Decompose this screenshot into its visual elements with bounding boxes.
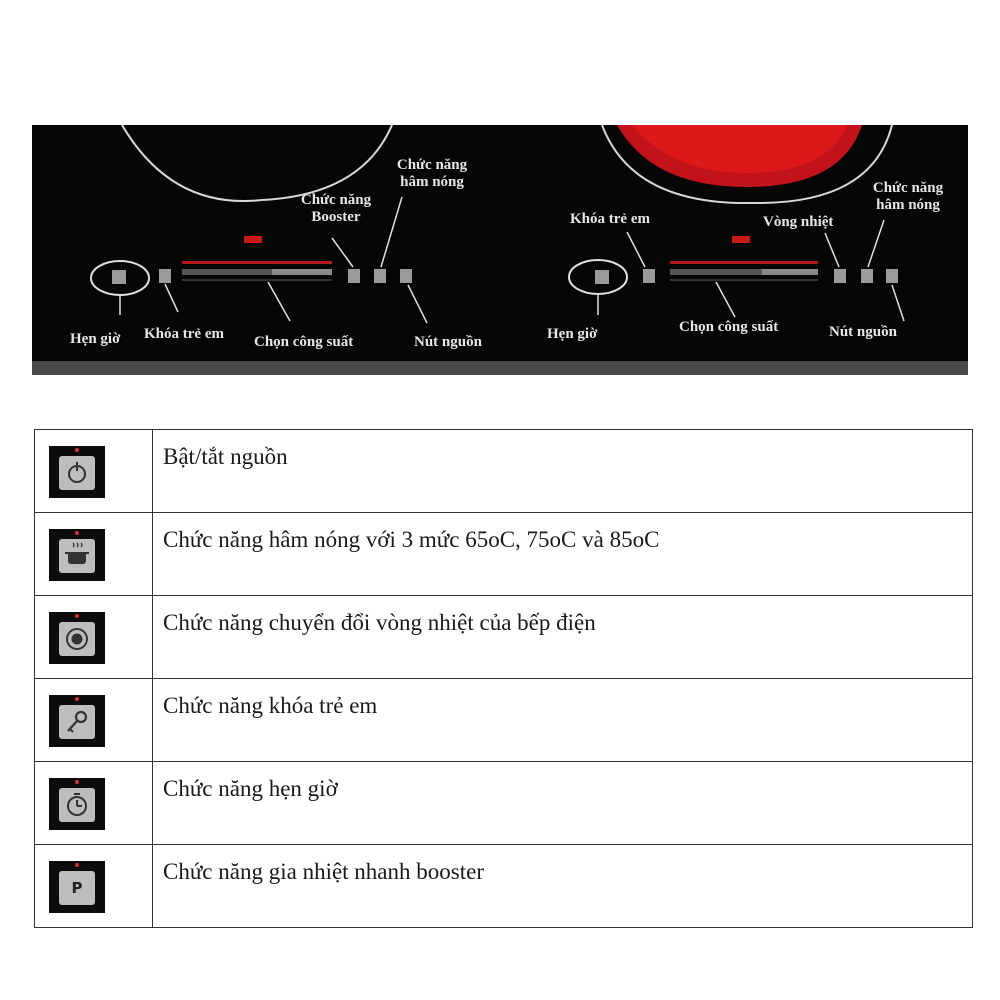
label-chon-cong-suat-left: Chọn công suất xyxy=(254,334,354,350)
left-display xyxy=(244,236,262,243)
label-ham-nong-left: Chức năng hâm nóng xyxy=(396,157,468,190)
heat-ring-icon xyxy=(49,612,105,664)
right-display xyxy=(732,236,750,243)
label-khoa-tre-em-right: Khóa trẻ em xyxy=(570,211,650,227)
table-row xyxy=(35,679,973,762)
cooktop-panel xyxy=(32,125,968,375)
key-lock-icon xyxy=(49,695,105,747)
right-warming-key xyxy=(861,269,873,283)
right-power-key xyxy=(886,269,898,283)
table-row xyxy=(35,762,973,845)
label-hen-gio-right: Hẹn giờ xyxy=(547,326,598,342)
label-nut-nguon-left: Nút nguồn xyxy=(414,334,482,350)
row-description: Chức năng khóa trẻ em xyxy=(153,679,973,762)
left-power-key xyxy=(400,269,412,283)
label-vong-nhiet-right: Vòng nhiệt xyxy=(763,214,834,230)
icon-cell xyxy=(35,762,153,845)
right-childlock-key xyxy=(643,269,655,283)
left-warming-key xyxy=(374,269,386,283)
label-ham-nong-right: Chức năng hâm nóng xyxy=(872,180,944,213)
label-nut-nguon-right: Nút nguồn xyxy=(829,324,897,340)
power-icon xyxy=(49,446,105,498)
warming-pot-icon xyxy=(49,529,105,581)
left-booster-key xyxy=(348,269,360,283)
left-timer-key xyxy=(112,270,126,284)
right-timer-key xyxy=(595,270,609,284)
label-hen-gio-left: Hẹn giờ xyxy=(70,331,121,347)
left-childlock-key xyxy=(159,269,171,283)
row-description: Chức năng hâm nóng với 3 mức 65oC, 75oC và 85oC xyxy=(153,513,973,596)
timer-clock-icon xyxy=(49,778,105,830)
label-booster-left: Chức năng Booster xyxy=(300,192,372,225)
panel-edge xyxy=(32,361,968,375)
icon-cell xyxy=(35,845,153,928)
row-description: Chức năng hẹn giờ xyxy=(153,762,973,845)
icon-cell xyxy=(35,679,153,762)
table-row xyxy=(35,430,973,513)
row-description: Chức năng chuyển đổi vòng nhiệt của bếp điện xyxy=(153,596,973,679)
label-chon-cong-suat-right: Chọn công suất xyxy=(679,319,779,335)
right-power-bar xyxy=(670,261,818,281)
table-row xyxy=(35,596,973,679)
icon-cell xyxy=(35,430,153,513)
label-khoa-tre-em-left: Khóa trẻ em xyxy=(144,326,224,342)
icon-cell xyxy=(35,513,153,596)
left-power-bar xyxy=(182,261,332,281)
row-description: Chức năng gia nhiệt nhanh booster xyxy=(153,845,973,928)
right-ring-key xyxy=(834,269,846,283)
function-table xyxy=(34,429,973,928)
table-row xyxy=(35,513,973,596)
booster-p-icon xyxy=(49,861,105,913)
row-description: Bật/tắt nguồn xyxy=(153,430,973,513)
icon-cell xyxy=(35,596,153,679)
booster-p-glyph: P xyxy=(71,879,83,897)
table-row xyxy=(35,845,973,928)
left-burner-ring xyxy=(122,125,392,201)
